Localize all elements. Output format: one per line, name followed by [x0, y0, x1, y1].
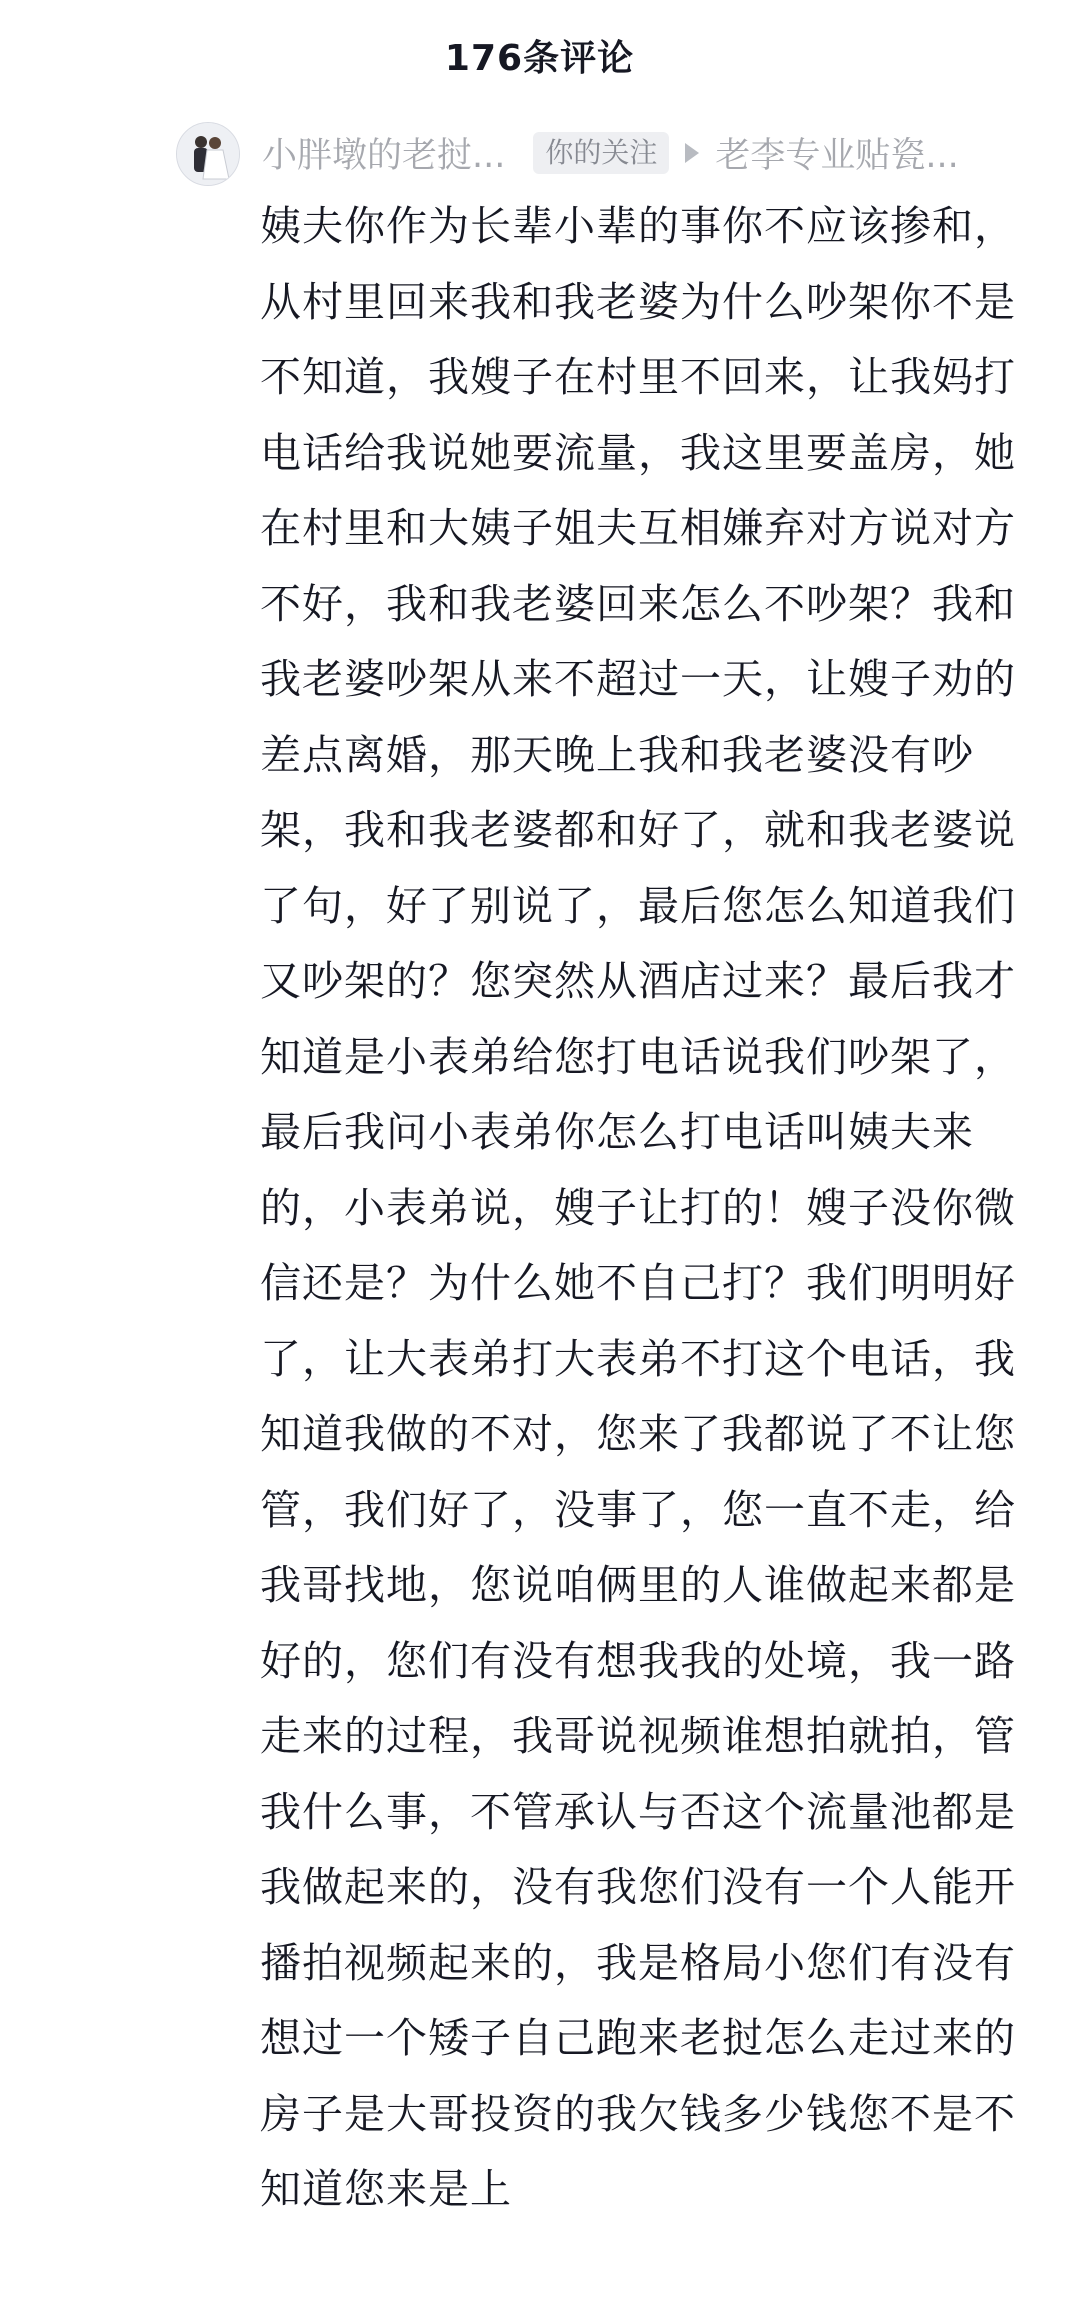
comment-author-name[interactable]: 小胖墩的老挝... — [262, 136, 506, 176]
reply-arrow-icon — [685, 143, 699, 163]
comment-meta-row — [262, 126, 1022, 180]
avatar[interactable] — [176, 122, 240, 186]
comments-header — [0, 0, 1079, 110]
reply-target-name[interactable]: 老李专业贴瓷... — [715, 136, 959, 176]
wedding-couple-avatar-icon — [177, 123, 239, 185]
comment-text: 姨夫你作为长辈小辈的事你不应该掺和，从村里回来我和我老婆为什么吵架你不是不知道，我嫂子在村里不回来，让我妈打电话给我说她要流量，我这里要盖房，她在村里和大姨子姐夫互相嫌弃对方说对方不好，我和我老婆回来怎么不吵架？我和我老婆吵架从来不超过一天，让嫂子劝的差点离婚，那天晚上我和我老婆没有吵架，我和我老婆都和好了，就和我老婆说了句，好了别说了，最后您怎么知道我们又吵架的？您突然从酒店过来？最后我才知道是小表弟给您打电话说我们吵架了，最后我问小表弟你怎么打电话叫姨夫来的，小表弟说，嫂子让打的！嫂子没你微信还是？为什么她不自己打？我们明明好了，让大表弟打大表弟不打这个电话，我知道我做的不对，您来了我都说了不让您管，我们好了，没事了，您一直不走，给我哥找地，您说咱俩里的人谁做起来都是好的，您们有没有想我我的处境，我一路走来的过程，我哥说视频谁想拍就拍，管我什么事，不管承认与否这个流量池都是我做起来的，没有我您们没有一个人能开播拍视频起来的，我是格局小您们有没有想过一个矮子自己跑来老挝怎么走过来的房子是大哥投资的我欠钱多少钱您不是不知道您来是上 — [260, 202, 1016, 2213]
comment-count-title: 176条评论 — [444, 37, 635, 79]
following-badge: 你的关注 — [533, 132, 669, 174]
